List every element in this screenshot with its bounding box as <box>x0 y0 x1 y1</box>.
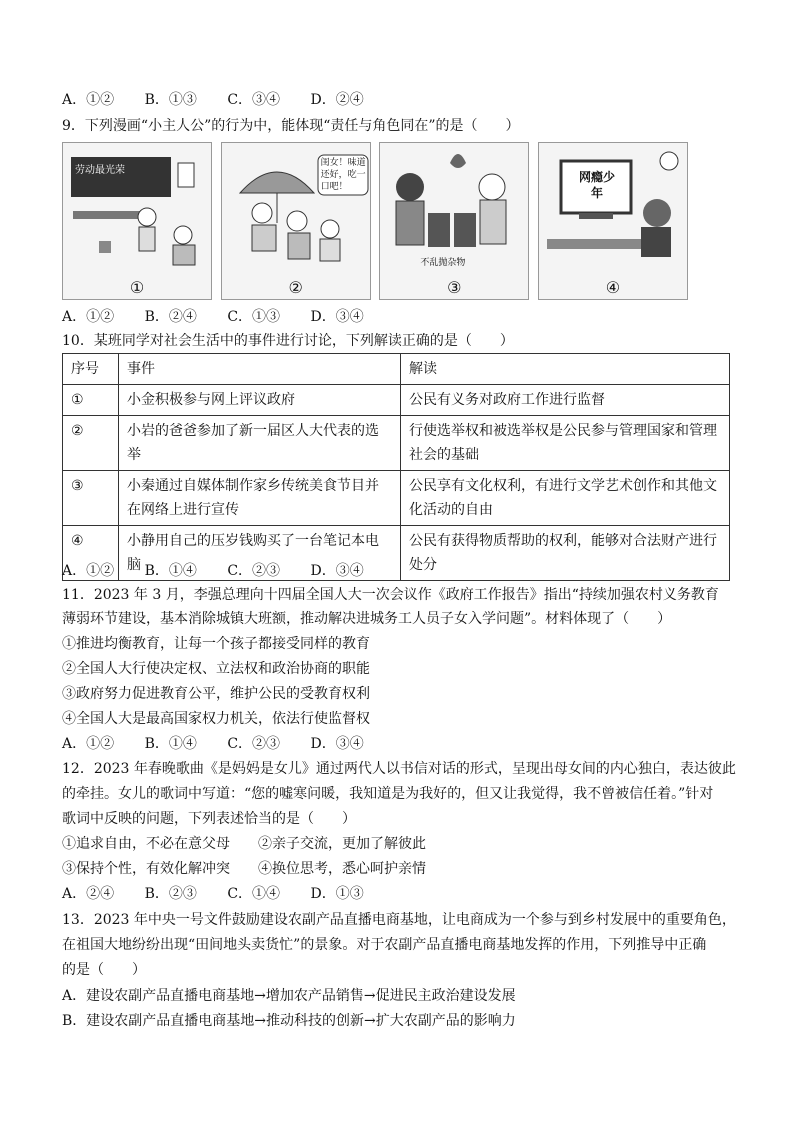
q12-stem-line3: 歌词中反映的问题，下列表述恰当的是（ ） <box>62 811 356 827</box>
row-1-event: 小金积极参与网上评议政府 <box>119 385 401 416</box>
comic-1-number: ① <box>129 278 145 297</box>
q12-option-a: A．②④ <box>62 886 115 902</box>
row-3-event: 小秦通过自媒体制作家乡传统美食节目并在网络上进行宣传 <box>119 471 401 526</box>
table-row <box>63 416 730 471</box>
comic-4-caption: 网瘾少年 <box>578 170 615 200</box>
q11-item-1: ①推进均衡教育，让每一个孩子都接受同样的教育 <box>62 636 370 652</box>
row-2-event: 小岩的爸爸参加了新一届区人大代表的选举 <box>119 416 401 471</box>
q9-comic-strip <box>62 142 688 300</box>
comic-1-caption: 劳动最光荣 <box>75 165 125 176</box>
comic-panel-2 <box>221 142 371 300</box>
row-4-number: ④ <box>63 526 119 581</box>
comic-2-speech: 闺女！味道还好，吃一口吧！ <box>320 158 366 192</box>
q13-stem-line1: 13．2023 年中央一号文件鼓励建设农副产品直播电商基地，让电商成为一个参与到乡村发展中的重要角色， <box>62 912 736 928</box>
recycling-bins-illustration <box>380 143 529 300</box>
q9-option-b: B．②④ <box>144 309 197 325</box>
header-interpretation: 解读 <box>401 354 730 385</box>
q12-options <box>62 884 390 904</box>
q10-stem: 10．某班同学对社会生活中的事件进行讨论，下列解读正确的是（ ） <box>62 333 514 349</box>
q10-table <box>62 353 730 581</box>
comic-panel-4 <box>538 142 688 300</box>
comic-2-number: ② <box>288 278 303 297</box>
q9-options <box>62 307 390 327</box>
q12-option-c: C．①④ <box>227 886 281 902</box>
table-row <box>63 471 730 526</box>
q9-option-c: C．①③ <box>227 309 281 325</box>
row-1-interpretation: 公民有义务对政府工作进行监督 <box>401 385 730 416</box>
internet-addict-illustration <box>539 143 688 300</box>
header-event: 事件 <box>119 354 401 385</box>
q10-option-b: B．①④ <box>144 563 197 579</box>
table-header-row <box>63 354 730 385</box>
q8-option-a: A．①② <box>62 92 115 108</box>
q10-option-c: C．②③ <box>227 563 281 579</box>
row-1-number: ① <box>63 385 119 416</box>
comic-3-caption: 不乱抛杂物 <box>420 258 466 268</box>
q11-item-3: ③政府努力促进教育公平，维护公民的受教育权利 <box>62 686 370 702</box>
comic-panel-3 <box>379 142 529 300</box>
q12-items-row2 <box>62 859 426 879</box>
comic-3-number: ③ <box>447 278 462 297</box>
comic-panel-1 <box>62 142 212 300</box>
q10-option-d: D．③④ <box>310 563 364 579</box>
q9-option-a: A．①② <box>62 309 115 325</box>
q12-option-d: D．①③ <box>310 886 364 902</box>
q13-option-b: B．建设农副产品直播电商基地→推动科技的创新→扩大农副产品的影响力 <box>62 1013 516 1029</box>
row-3-number: ③ <box>63 471 119 526</box>
q11-option-a: A．①② <box>62 736 115 752</box>
q9-stem: 9．下列漫画“小主人公”的行为中，能体现“责任与角色同在”的是（ ） <box>62 118 520 134</box>
row-3-interpretation: 公民享有文化权利，有进行文学艺术创作和其他文化活动的自由 <box>401 471 730 526</box>
q12-stem-line1: 12．2023 年春晚歌曲《是妈妈是女儿》通过两代人以书信对话的形式，呈现出母女间的内心独白，表达彼此 <box>62 761 736 777</box>
q12-item-4: ④换位思考，悉心呵护亲情 <box>258 861 426 877</box>
q10-options <box>62 561 390 581</box>
comic-4-number: ④ <box>605 278 621 297</box>
q12-item-2: ②亲子交流，更加了解彼此 <box>258 836 426 852</box>
q11-stem-line2: 薄弱环节建设，基本消除城镇大班额，推动解决进城务工人员子女入学问题”。材料体现了（ ） <box>62 611 672 627</box>
q11-option-d: D．③④ <box>310 736 364 752</box>
row-4-interpretation: 公民有获得物质帮助的权利，能够对合法财产进行处分 <box>401 526 730 581</box>
q10-option-a: A．①② <box>62 563 115 579</box>
q11-option-c: C．②③ <box>227 736 281 752</box>
row-2-interpretation: 行使选举权和被选举权是公民参与管理国家和管理社会的基础 <box>401 416 730 471</box>
q12-option-b: B．②③ <box>144 886 197 902</box>
q12-item-3: ③保持个性，有效化解冲突 <box>62 861 230 877</box>
q8-options <box>62 90 390 110</box>
q11-item-2: ②全国人大行使决定权、立法权和政治协商的职能 <box>62 661 370 677</box>
q11-item-4: ④全国人大是最高国家权力机关，依法行使监督权 <box>62 711 370 727</box>
table-row <box>63 385 730 416</box>
q8-option-d: D．②④ <box>310 92 364 108</box>
q11-options <box>62 734 390 754</box>
header-number: 序号 <box>63 354 119 385</box>
q13-stem-line2: 在祖国大地纷纷出现“田间地头卖货忙”的景象。对于农副产品直播电商基地发挥的作用，下列推导中正确 <box>62 937 707 953</box>
q13-option-a: A．建设农副产品直播电商基地→增加农产品销售→促进民主政治建设发展 <box>62 988 516 1004</box>
q8-option-b: B．①③ <box>144 92 197 108</box>
q12-items-row1 <box>62 834 426 854</box>
row-2-number: ② <box>63 416 119 471</box>
q11-option-b: B．①④ <box>144 736 197 752</box>
row-4-event: 小静用自己的压岁钱购买了一台笔记本电脑 <box>119 526 401 581</box>
q9-option-d: D．③④ <box>310 309 364 325</box>
q11-stem-line1: 11．2023 年 3 月，李强总理向十四届全国人大一次会议作《政府工作报告》指出“持续加强农村义务教育 <box>62 587 719 603</box>
q13-stem-line3: 的是（ ） <box>62 962 146 978</box>
q12-item-1: ①追求自由，不必在意父母 <box>62 836 230 852</box>
q8-option-c: C．③④ <box>227 92 281 108</box>
q12-stem-line2: 的牵挂。女儿的歌词中写道：“您的嘘寒问暖，我知道是为我好的，但又让我觉得，我不曾被信任着。”针对 <box>62 786 714 802</box>
